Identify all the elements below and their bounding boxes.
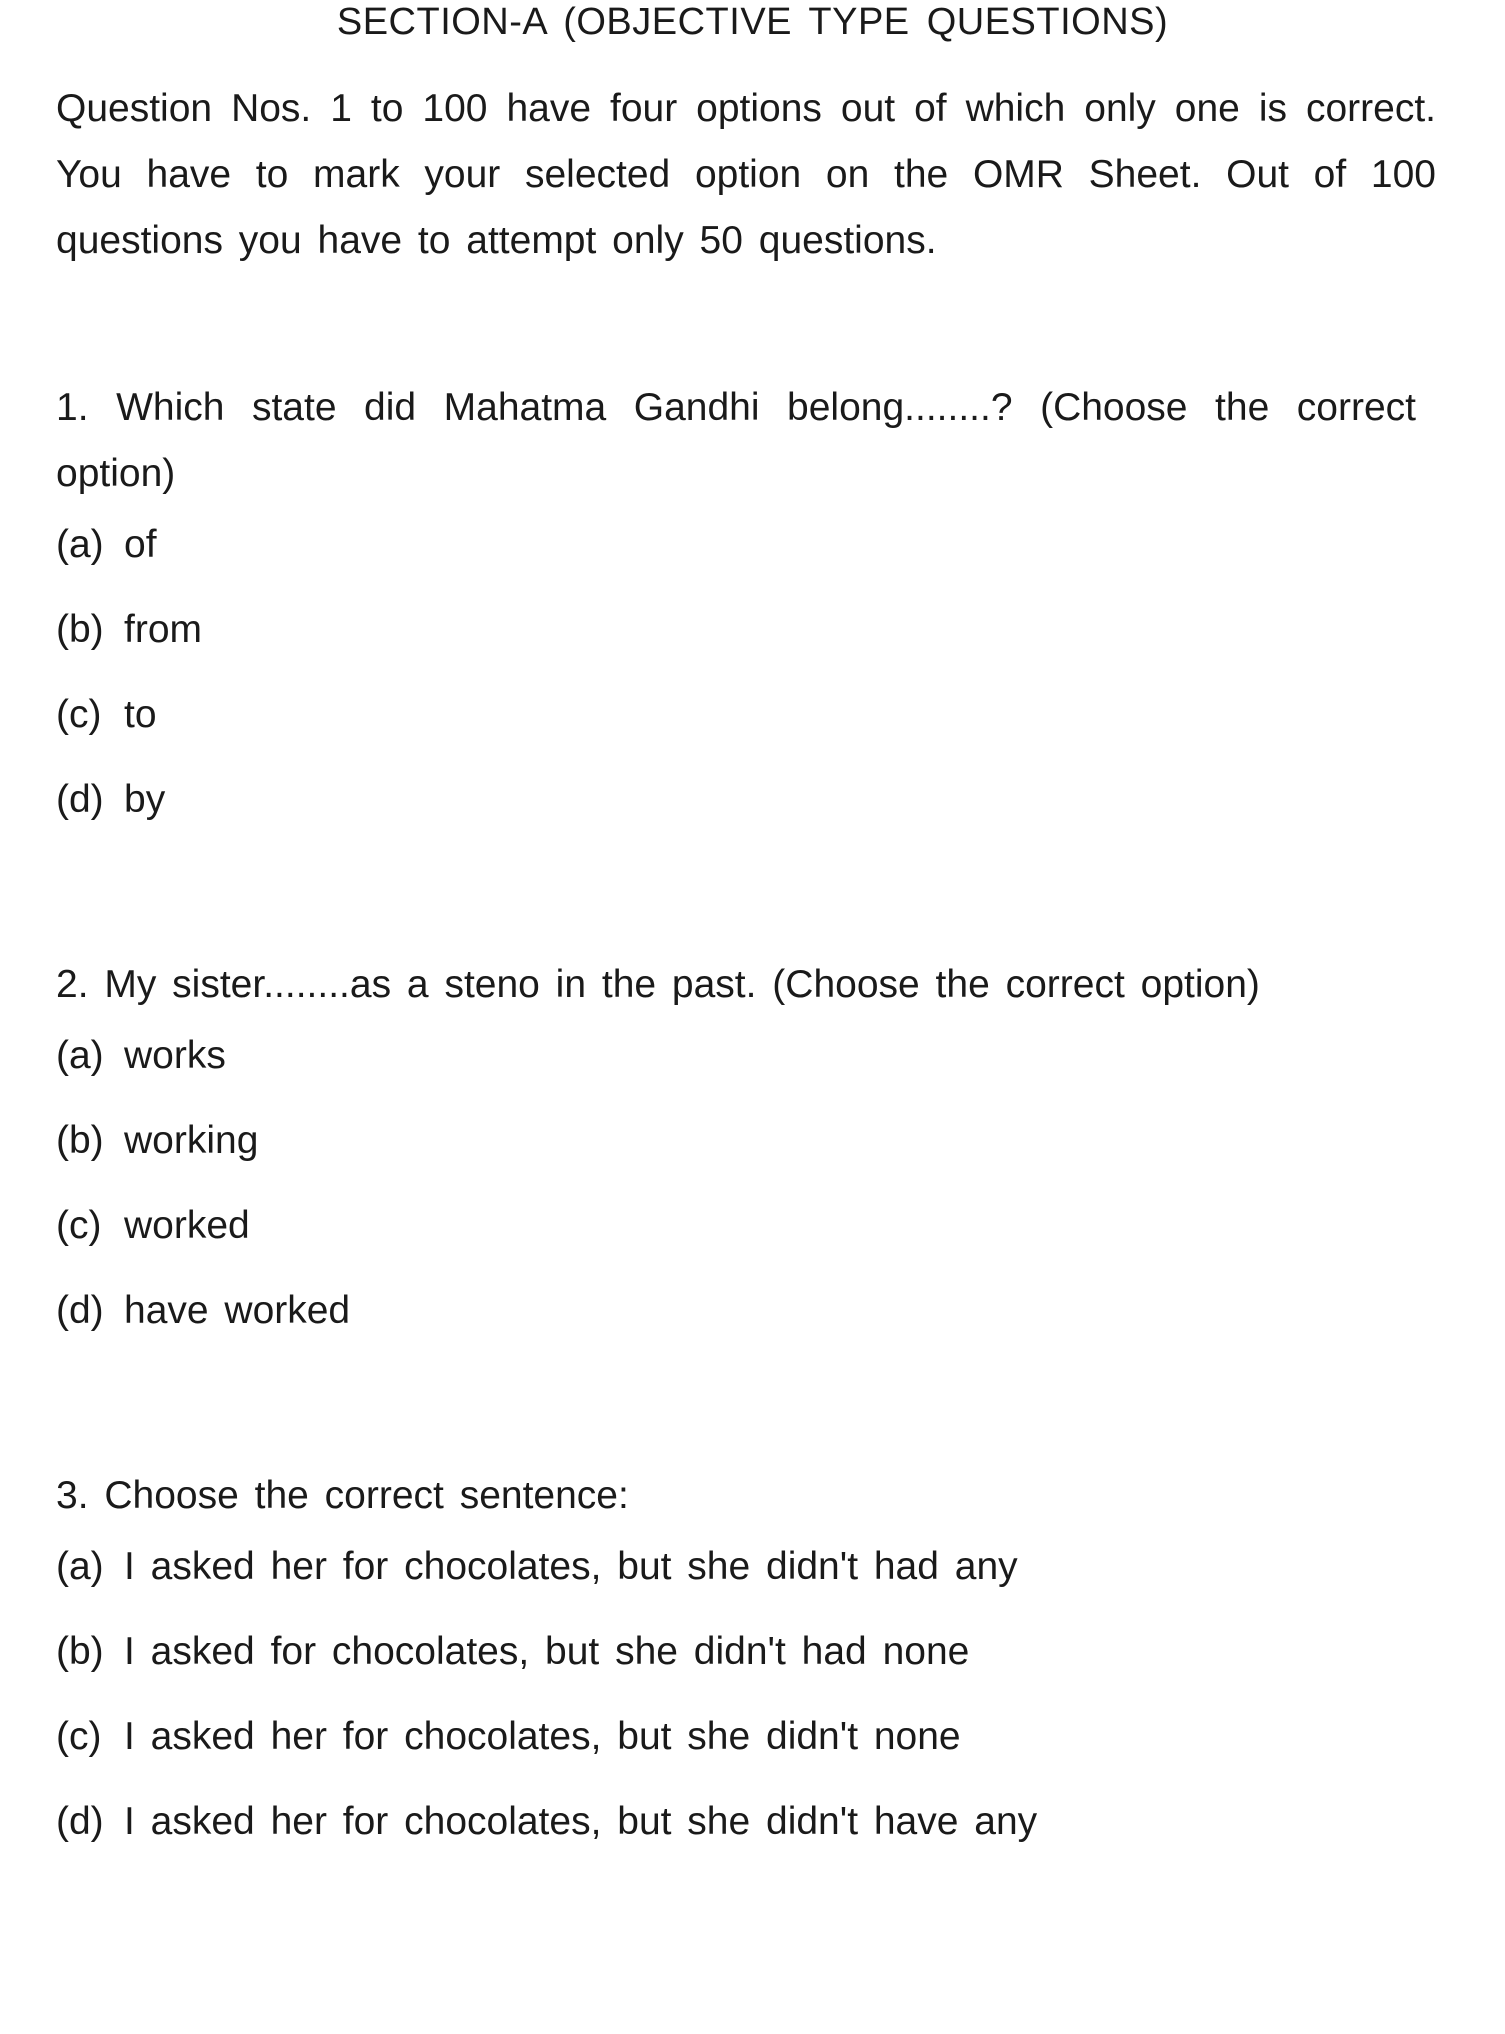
option-text: to	[124, 693, 157, 736]
option-b[interactable]	[56, 1098, 1456, 1183]
option-b[interactable]	[56, 587, 1456, 672]
option-key: (b)	[56, 1119, 104, 1162]
option-text: of	[124, 523, 157, 566]
option-key: (a)	[56, 1034, 104, 1077]
option-key: (c)	[56, 693, 102, 736]
option-a[interactable]	[56, 1545, 1456, 1609]
section-title: SECTION-A (OBJECTIVE TYPE QUESTIONS)	[336, 1, 1169, 43]
option-key: (b)	[56, 1630, 104, 1673]
option-c[interactable]	[56, 1183, 1456, 1268]
option-key: (d)	[56, 1289, 104, 1332]
options-list	[56, 1545, 1456, 1864]
question-1	[56, 375, 1456, 842]
option-c[interactable]	[56, 672, 1456, 757]
option-a[interactable]	[56, 523, 1456, 587]
option-text: working	[124, 1119, 259, 1162]
option-key: (d)	[56, 778, 104, 821]
option-text: I asked her for chocolates, but she didn't had any	[124, 1545, 1018, 1588]
option-text: have worked	[124, 1289, 351, 1332]
option-key: (c)	[56, 1204, 102, 1247]
option-text: I asked her for chocolates, but she didn't none	[124, 1715, 961, 1758]
option-b[interactable]	[56, 1609, 1456, 1694]
question-text: 2. My sister........as a steno in the past. (Choose the correct option)	[56, 963, 1260, 1006]
options-list	[56, 523, 1456, 842]
option-key: (b)	[56, 608, 104, 651]
question-text: 3. Choose the correct sentence:	[56, 1474, 629, 1517]
question-3	[56, 1463, 1456, 1864]
option-text: works	[124, 1034, 226, 1077]
option-text: by	[124, 778, 166, 821]
option-key: (c)	[56, 1715, 102, 1758]
options-list	[56, 1034, 1456, 1353]
option-a[interactable]	[56, 1034, 1456, 1098]
option-text: I asked her for chocolates, but she didn't have any	[124, 1800, 1038, 1843]
question-2	[56, 952, 1456, 1353]
instructions-paragraph: Question Nos. 1 to 100 have four options out of which only one is correct. You have to mark your selected option on the OMR Sheet. Out of 100 questions you have to attempt only 50 questions.	[56, 87, 1436, 262]
option-d[interactable]	[56, 757, 1456, 842]
option-d[interactable]	[56, 1268, 1456, 1353]
option-text: worked	[124, 1204, 250, 1247]
option-key: (a)	[56, 523, 104, 566]
option-key: (a)	[56, 1545, 104, 1588]
option-text: from	[124, 608, 202, 651]
option-text: I asked for chocolates, but she didn't had none	[124, 1630, 970, 1673]
option-d[interactable]	[56, 1779, 1456, 1864]
question-text: 1. Which state did Mahatma Gandhi belong........? (Choose the correct option)	[56, 386, 1416, 495]
option-c[interactable]	[56, 1694, 1456, 1779]
option-key: (d)	[56, 1800, 104, 1843]
